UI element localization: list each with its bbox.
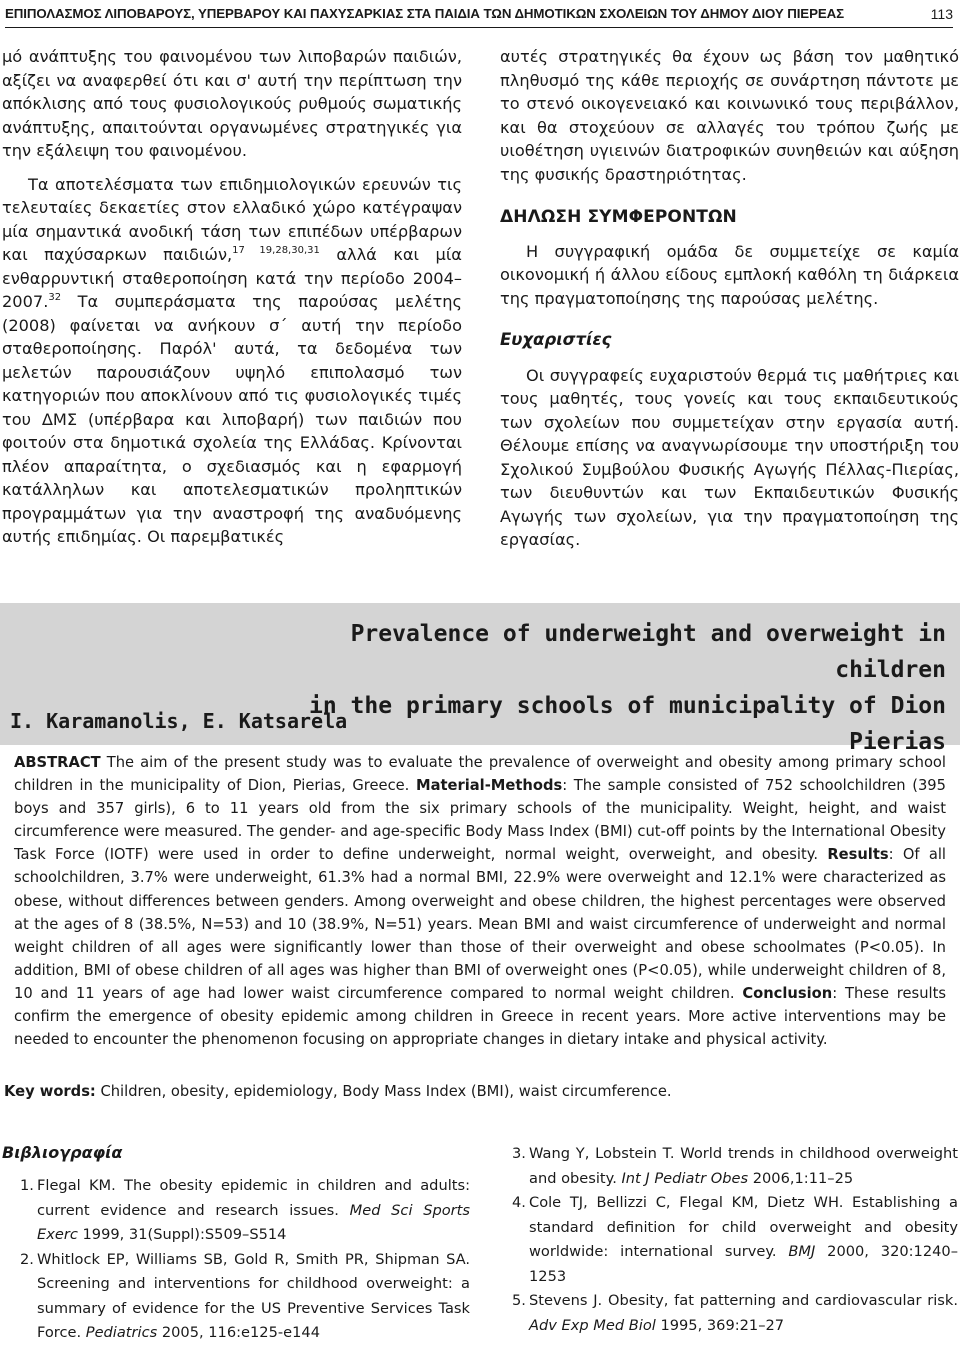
conflict-heading: ΔΗΛΩΣΗ ΣΥΜΦΕΡΟΝΤΩΝ bbox=[500, 207, 737, 227]
reference-journal: Adv Exp Med Biol bbox=[529, 1316, 656, 1334]
abstract-text: The aim of the present study was to evaluate the prevalence of overweight and obesity among primary school children in the municipality of Dion, Pierias, Greece. bbox=[14, 754, 946, 795]
header-rule bbox=[5, 27, 953, 28]
english-title-line: in the primary schools of municipality of Dion Pierias bbox=[309, 693, 946, 755]
left-column bbox=[2, 45, 462, 549]
reference-journal: Int J Pediatr Obes bbox=[621, 1169, 749, 1187]
paragraph: Οι συγγραφείς ευχαριστούν θερμά τις μαθήτριες και τους μαθητές, τους γονείς και τους εκπαιδευτικούς των σχολείων που συμμετείχαν στην εργασία αυτή. Θέλουμε επίσης να αναγνωρίσουμε την υποστήριξη του Σχολικού Συμβούλου Φυσικής Αγωγής Πέλλας-Πιερίας, των διευθυντών και των Εκπαιδευτικών Φυσικής Αγωγής των σχολείων, για την πραγματοποίηση της εργασίας. bbox=[500, 365, 959, 549]
reference-number: 3. bbox=[512, 1145, 526, 1162]
reference-journal: Med Sci Sports Exerc bbox=[37, 1201, 470, 1243]
authors: I. Karamanolis, E. Katsarela bbox=[10, 709, 348, 733]
english-title bbox=[246, 616, 946, 760]
abstract-text: : Of all schoolchildren, 3.7% were underweight, 61.3% had a normal BMI, 22.9% were overweight and 12.1% were characterized as obese, without differences between genders. Among overweight and obese children, the highest percentages were observed at the ages of 8 (38.5%, N=53) and 10 (38.9%, N=51) years. Mean BMI and waist circumference of underweight and normal weight children of all ages were significantly lower than those of their overweight and obese schoolmates (P<0.05). In addition, BMI of obese children of all ages was higher than BMI of overweight ones (P<0.05), while underweight children of 8, 10 and 11 years of age had lower waist circumference compared to normal weight children. bbox=[14, 846, 946, 1002]
citation-superscript: 32 bbox=[48, 292, 62, 303]
reference-item bbox=[512, 1142, 958, 1191]
abstract-text: : The sample consisted of 752 schoolchildren (395 boys and 357 girls), 6 to 11 years old from the six primary schools of the municipality. Weight, height, and waist circumference were measured. The gender- and age-specific Body Mass Index (BMI) cut-off points by the International Obesity Task Force (IOTF) were used in order to define underweight, normal weight, overweight, and obesity. bbox=[14, 777, 946, 864]
methods-label: Material-Methods bbox=[415, 777, 563, 795]
abstract-label: ABSTRACT bbox=[14, 754, 101, 771]
reference-item bbox=[512, 1191, 958, 1289]
thanks-heading: Ευχαριστίες bbox=[500, 330, 612, 349]
abstract bbox=[14, 751, 946, 1051]
conclusion-label: Conclusion bbox=[742, 984, 833, 1002]
paragraph-text: Τα αποτελέσματα των επιδημιολογικών ερευνών τις τελευταίες δεκαετίες στον ελλαδικό χώρο κατέγραψαν μία σημαντικά ανοδική τάση των επιπέδων υπέρβαρων και παχύσαρκων παιδιών, bbox=[2, 174, 462, 264]
reference-text: Wang Y, Lobstein T. World trends in childhood overweight and obesity. bbox=[529, 1145, 958, 1187]
running-head-title: ΕΠΙΠΟΛΑΣΜΟΣ ΛΙΠΟΒΑΡΟΥΣ, ΥΠΕΡΒΑΡΟΥ ΚΑΙ ΠΑΧΥΣΑΡΚΙΑΣ ΣΤΑ ΠΑΙΔΙΑ ΤΩΝ ΔΗΜΟΤΙΚΩΝ ΣΧΟΛΕΙΩΝ ΤΟΥ ΔΗΜΟΥ ΔΙΟΥ ΠΙΕΡΕΑΣ bbox=[5, 6, 844, 21]
paragraph: μό ανάπτυξης του φαινομένου των λιποβαρών παιδιών, αξίζει να αναφερθεί ότι και σ' αυτή την περίπτωση την απόκλισης από τους φυσιολογικούς ρυθμούς σωματικής ανάπτυξης, απαιτούνται οργανωμένες στρατηγικές για την εξάλειψη του φαινομένου. bbox=[2, 47, 462, 160]
running-head bbox=[5, 6, 953, 24]
reference-number: 5. bbox=[512, 1292, 526, 1309]
references-left bbox=[20, 1174, 470, 1346]
page-number: 113 bbox=[930, 6, 953, 22]
abstract-text: : These results confirm the emergence of obesity epidemic among children in Greece in recent years. More active interventions may be needed to encounter the phenomenon focusing on appropriate changes in dietary intake and physical activity. bbox=[14, 984, 946, 1049]
paragraph bbox=[2, 173, 462, 549]
english-title-line: Prevalence of underweight and overweight in children bbox=[350, 621, 946, 683]
reference-number: 4. bbox=[512, 1194, 526, 1211]
citation-superscript: 17 19,28,30,31 bbox=[232, 245, 320, 256]
right-column bbox=[500, 45, 959, 552]
reference-text: 2000, 320:1240–1253 bbox=[529, 1243, 958, 1285]
reference-journal: Pediatrics bbox=[85, 1324, 158, 1341]
reference-text: Whitlock EP, Williams SB, Gold R, Smith PR, Shipman SA. Screening and interventions for childhood overweight: a summary of evidence for the US Preventive Services Task Force. bbox=[37, 1250, 470, 1341]
reference-text: 1995, 369:21–27 bbox=[655, 1316, 785, 1334]
keywords bbox=[4, 1083, 672, 1100]
reference-item bbox=[20, 1174, 470, 1248]
reference-number: 1. bbox=[20, 1177, 34, 1194]
keywords-text: Children, obesity, epidemiology, Body Mass Index (BMI), waist circumference. bbox=[95, 1083, 672, 1100]
results-label: Results bbox=[827, 846, 889, 864]
reference-text: 1999, 31(Suppl):S509–S514 bbox=[77, 1226, 287, 1243]
references-heading: Βιβλιογραφία bbox=[2, 1143, 123, 1162]
paragraph: αυτές στρατηγικές θα έχουν ως βάση τον μαθητικό πληθυσμό της κάθε περιοχής σε συνάρτηση πάντοτε με το στενό οικογενειακό και κοινωνικό τους περιβάλλον, και θα στοχεύουν σε αλλαγές του τρόπου ζωής με υιοθέτηση υγιεινών διατροφικών συνηθειών και αύξηση της φυσικής δραστηριότητας. bbox=[500, 47, 959, 184]
paragraph: Η συγγραφική ομάδα δε συμμετείχε σε καμία οικονομική ή άλλου είδους εμπλοκή καθόλη τη διάρκεια της πραγματοποίησης της παρούσας μελέτης. bbox=[500, 241, 959, 308]
reference-journal: BMJ bbox=[788, 1243, 816, 1260]
reference-text: Flegal KM. The obesity epidemic in children and adults: current evidence and research issues. bbox=[37, 1177, 470, 1219]
reference-text: Cole TJ, Bellizzi C, Flegal KM, Dietz WH. Establishing a standard definition for child overweight and obesity worldwide: international survey. bbox=[529, 1194, 958, 1260]
paragraph-text: Τα συμπεράσματα της παρούσας μελέτης (2008) φαίνεται να ανήκουν σ΄ αυτή την περίοδο σταθεροποίησης. Παρόλ' αυτά, τα δεδομένα των μελετών παρουσιάζουν υψηλό επιπολασμό των κατηγοριών που αποκλίνουν από τις φυσιολογικές τιμές του ΔΜΣ (υπέρβαρα και λιποβαρή) των παιδιών που φοιτούν στα δημοτικά σχολεία της Ελλάδας. Κρίνονται πλέον απαραίτητα, ο σχεδιασμός και η εφαρμογή κατάλληλων και αποτελεσματικών προληπτικών προγραμμάτων για την αναστροφή της αναδυόμενης αυτής επιδημίας. Οι παρεμβατικές bbox=[2, 292, 462, 546]
references-right bbox=[512, 1142, 958, 1338]
reference-item bbox=[512, 1289, 958, 1338]
reference-text: 2006,1:11–25 bbox=[748, 1169, 854, 1187]
paragraph-text: αλλά και μία ενθαρρυντική σταθεροποίηση κατά την περίοδο 2004–2007. bbox=[2, 245, 462, 311]
reference-text: 2005, 116:e125-e144 bbox=[157, 1324, 320, 1341]
reference-number: 2. bbox=[20, 1250, 34, 1268]
reference-text: Stevens J. Obesity, fat patterning and cardiovascular risk. bbox=[529, 1292, 958, 1309]
keywords-label: Key words: bbox=[4, 1083, 96, 1100]
reference-item bbox=[20, 1248, 470, 1346]
